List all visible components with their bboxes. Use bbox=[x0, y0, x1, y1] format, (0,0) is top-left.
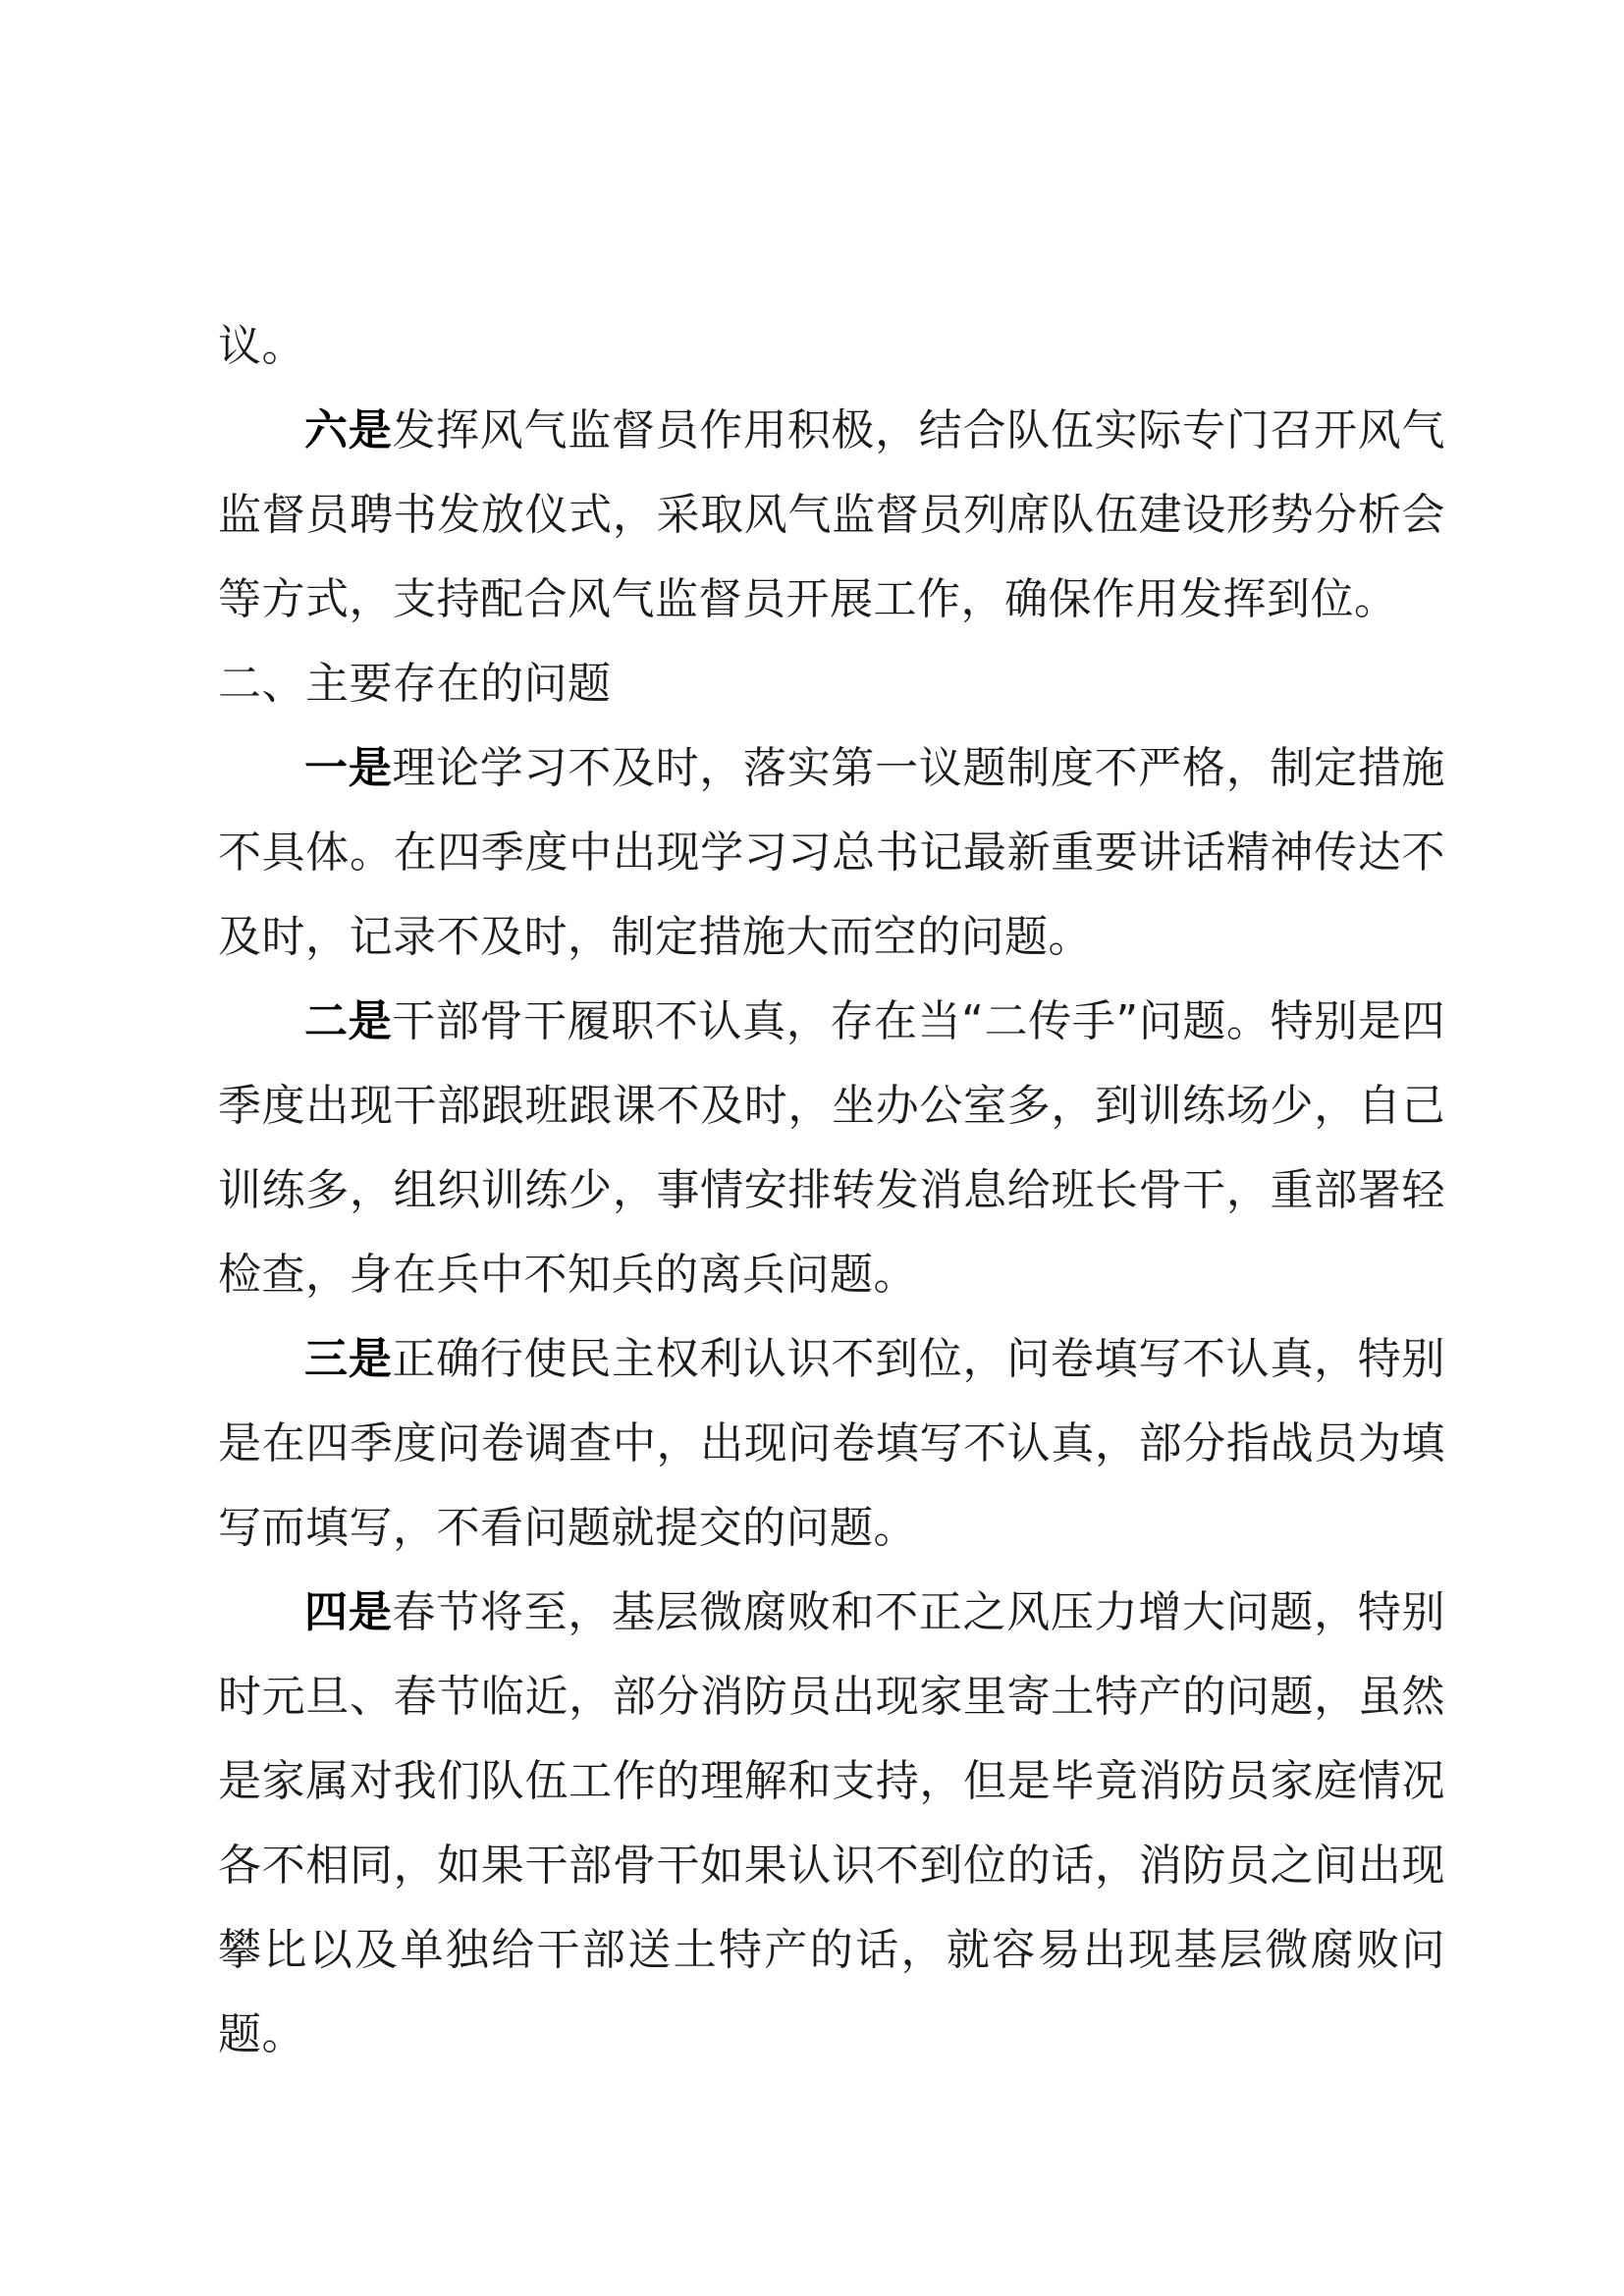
paragraph-problem-3 bbox=[218, 1317, 1445, 1571]
paragraph-lead: 四是 bbox=[304, 1587, 393, 1637]
paragraph-problem-4 bbox=[218, 1571, 1445, 2077]
paragraph-lead: 三是 bbox=[304, 1334, 393, 1384]
paragraph-body: 正确行使民主权利认识不到位，问卷填写不认真，特别是在四季度问卷调查中，出现问卷填写不认真，部分指战员为填写而填写，不看问题就提交的问题。 bbox=[218, 1334, 1446, 1553]
section-heading-text: 二、主要存在的问题 bbox=[218, 659, 612, 709]
paragraph-lead: 一是 bbox=[304, 743, 393, 793]
paragraph-lead: 二是 bbox=[304, 996, 393, 1046]
paragraph-body: 春节将至，基层微腐败和不正之风压力增大问题，特别时元旦、春节临近，部分消防员出现家里寄土特产的问题，虽然是家属对我们队伍工作的理解和支持，但是毕竟消防员家庭情况各不相同，如果干部骨干如果认识不到位的话，消防员之间出现攀比以及单独给干部送土特产的话，就容易出现基层微腐败问题。 bbox=[218, 1587, 1446, 2059]
paragraph-body: 发挥风气监督员作用积极，结合队伍实际专门召开风气监督员聘书发放仪式，采取风气监督员列席队伍建设形势分析会等方式，支持配合风气监督员开展工作，确保作用发挥到位。 bbox=[218, 405, 1446, 624]
paragraph-body: 理论学习不及时，落实第一议题制度不严格，制定措施不具体。在四季度中出现学习习总书记最新重要讲话精神传达不及时，记录不及时，制定措施大而空的问题。 bbox=[218, 743, 1446, 962]
paragraph-problem-1 bbox=[218, 726, 1445, 980]
paragraph-body: 干部骨干履职不认真，存在当“二传手”问题。特别是四季度出现干部跟班跟课不及时，坐办公室多，到训练场少，自己训练多，组织训练少，事情安排转发消息给班长骨干，重部署轻检查，身在兵中不知兵的离兵问题。 bbox=[218, 996, 1446, 1300]
paragraph-problem-2 bbox=[218, 980, 1445, 1317]
document-body bbox=[218, 304, 1445, 2077]
paragraph-point-six bbox=[218, 389, 1445, 642]
section-heading bbox=[218, 642, 1445, 726]
continuation-text: 议。 bbox=[218, 321, 305, 371]
continuation-line bbox=[218, 304, 1445, 389]
paragraph-lead: 六是 bbox=[304, 405, 393, 455]
